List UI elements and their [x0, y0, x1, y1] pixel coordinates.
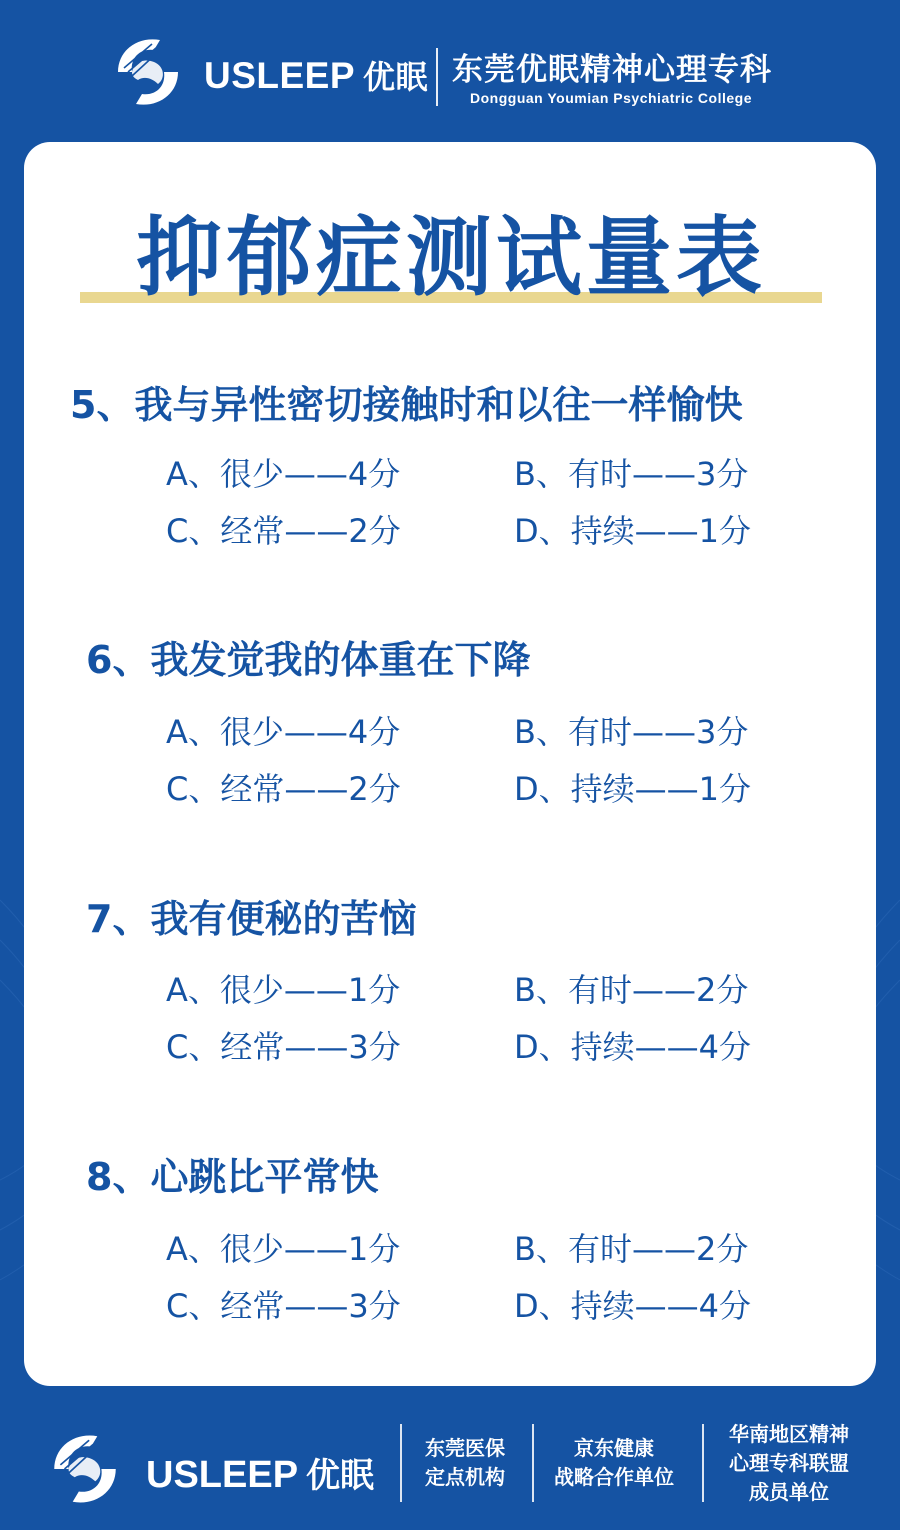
page-title: 抑郁症测试量表	[136, 208, 766, 308]
question-6-option-b: B、有时——3分	[514, 713, 749, 751]
brand-name	[204, 52, 428, 98]
footer-badge2-line1: 京东健康	[574, 1436, 654, 1460]
footer-brand-name	[146, 1448, 374, 1497]
footer	[0, 1388, 900, 1530]
question-6-option-a: A、很少——4分	[166, 713, 401, 751]
footer-divider	[702, 1424, 704, 1502]
usleep-logo-icon	[44, 1428, 126, 1510]
question-5-option-d: D、持续——1分	[514, 512, 752, 550]
question-8-option-a: A、很少——1分	[166, 1230, 401, 1268]
footer-badge3-line2: 心理专科联盟	[729, 1451, 849, 1475]
question-7-option-a: A、很少——1分	[166, 971, 401, 1009]
footer-badge3-line1: 华南地区精神	[729, 1422, 849, 1446]
brand-en: USLEEP	[204, 55, 356, 96]
footer-badge-alliance	[714, 1420, 864, 1507]
footer-badge-medical-insurance	[412, 1434, 518, 1492]
question-5-option-b: B、有时——3分	[514, 455, 749, 493]
title-block	[80, 200, 822, 310]
question-5-text: 5、我与异性密切接触时和以往一样愉快	[70, 383, 743, 427]
question-8-option-c: C、经常——3分	[166, 1287, 401, 1325]
footer-badge3-line3: 成员单位	[749, 1480, 829, 1504]
question-8-option-b: B、有时——2分	[514, 1230, 749, 1268]
question-5-option-a: A、很少——4分	[166, 455, 401, 493]
question-7-option-c: C、经常——3分	[166, 1028, 401, 1066]
question-7-text: 7、我有便秘的苦恼	[86, 897, 417, 941]
header	[0, 0, 900, 140]
footer-badge-jd-health	[544, 1434, 684, 1492]
question-6-option-d: D、持续——1分	[514, 770, 752, 808]
footer-brand-en: USLEEP	[146, 1454, 299, 1496]
question-6-text: 6、我发觉我的体重在下降	[86, 638, 531, 682]
question-6-option-c: C、经常——2分	[166, 770, 401, 808]
footer-badge1-line1: 东莞医保	[425, 1436, 505, 1460]
question-5-option-c: C、经常——2分	[166, 512, 401, 550]
hospital-name-en: Dongguan Youmian Psychiatric College	[470, 90, 752, 106]
footer-divider	[400, 1424, 402, 1502]
hospital-name-cn: 东莞优眠精神心理专科	[452, 52, 772, 88]
footer-badge2-line2: 战略合作单位	[554, 1465, 674, 1489]
question-8-option-d: D、持续——4分	[514, 1287, 752, 1325]
question-7-option-b: B、有时——2分	[514, 971, 749, 1009]
question-7-option-d: D、持续——4分	[514, 1028, 752, 1066]
usleep-logo-icon	[108, 32, 188, 112]
footer-brand-cn: 优眠	[306, 1456, 375, 1496]
brand-cn: 优眠	[363, 58, 429, 96]
footer-divider	[532, 1424, 534, 1502]
header-divider	[436, 48, 438, 106]
question-8-text: 8、心跳比平常快	[86, 1155, 379, 1199]
footer-badge1-line2: 定点机构	[425, 1465, 505, 1489]
